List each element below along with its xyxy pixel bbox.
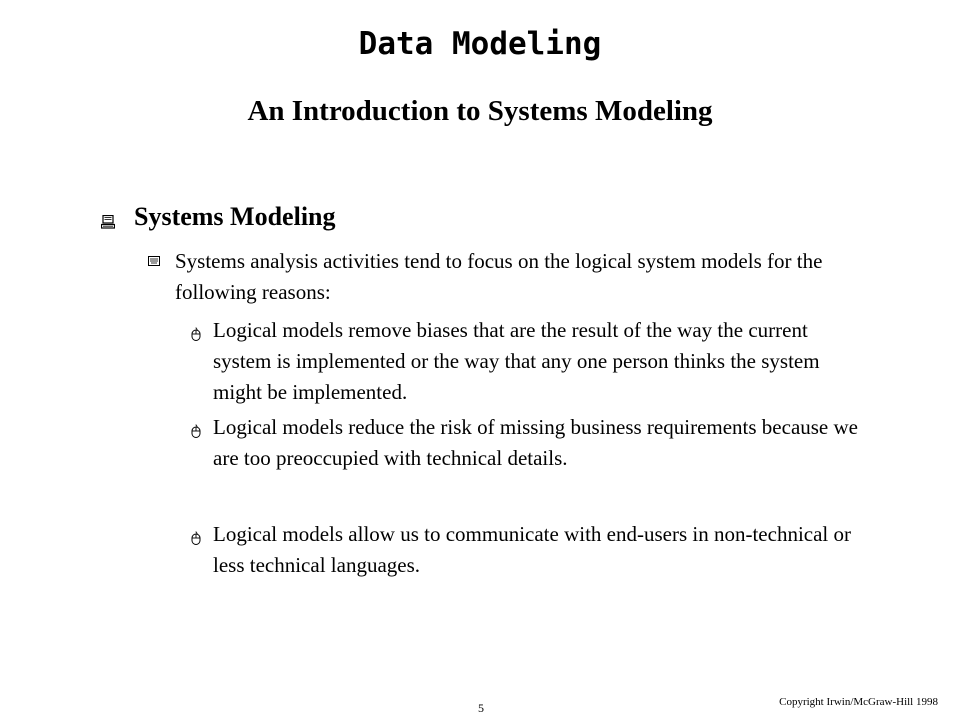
slide-title: Data Modeling: [358, 26, 602, 62]
main-point: Systems analysis activities tend to focus on the logical system models for the following reasons:: [175, 249, 823, 304]
page-number: 5: [478, 701, 484, 715]
section-heading: Systems Modeling: [134, 202, 336, 231]
reason-item: Logical models remove biases that are the result of the way the current system is implemented or the way that any one person thinks the system might be implemented.: [213, 318, 820, 404]
slide-subtitle: An Introduction to Systems Modeling: [247, 95, 713, 127]
computer-icon: [101, 215, 115, 229]
mouse-icon: [191, 531, 201, 545]
keyboard-icon: [148, 256, 160, 266]
reason-item: Logical models reduce the risk of missing business requirements because we are too preoccupied with technical details.: [213, 415, 858, 470]
reason-item: Logical models allow us to communicate with end-users in non-technical or less technical languages.: [213, 522, 851, 577]
copyright-notice: Copyright Irwin/McGraw-Hill 1998: [779, 696, 938, 708]
mouse-icon: [191, 424, 201, 438]
mouse-icon: [191, 327, 201, 341]
